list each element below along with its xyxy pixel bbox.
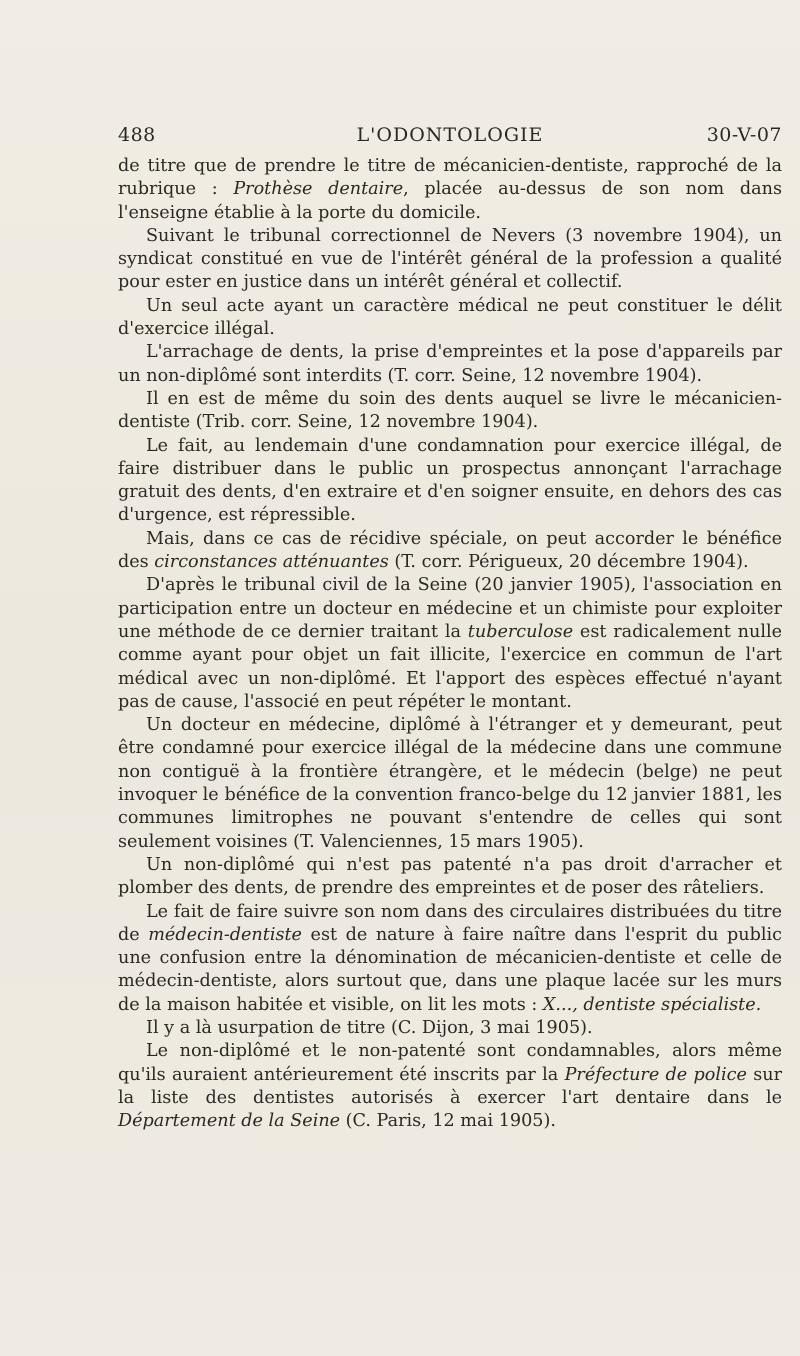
paragraph-text: (T. corr. Périgueux, 20 décembre 1904).	[388, 552, 749, 573]
paragraph	[118, 388, 782, 435]
page-number: 488	[118, 124, 156, 146]
italic-text: X..., dentiste spécialiste.	[542, 994, 762, 1015]
italic-text: Département de la Seine	[118, 1111, 341, 1132]
paragraph	[118, 295, 782, 342]
paragraph-text: Un docteur en médecine, diplômé à l'étranger et y demeurant, peut être condamné pour exercice illégal de la médecine dans une commune non contiguë à la frontière étrangère, et le médecin (belge) ne peut invoquer le bénéfice de la convention franco-belge du 12 janvier 1881, les communes limitrophes ne pouvant s'entendre de celles qui sont seulement voisines (T. Valenciennes, 15 mars 1905).	[118, 715, 782, 852]
paragraph-text: Il en est de même du soin des dents auquel se livre le mécanicien-dentiste (Trib. corr. Seine, 12 novembre 1904).	[118, 388, 782, 433]
paragraph	[118, 1017, 782, 1040]
italic-text: médecin-dentiste	[148, 924, 302, 945]
running-title: L'ODONTOLOGIE	[356, 124, 544, 146]
paragraph	[118, 854, 782, 901]
paragraph-text: de titre que de prendre le titre de mécanicien-dentiste, rapproché de la rubrique :	[118, 156, 782, 200]
italic-text: Prothèse dentaire	[233, 179, 404, 200]
italic-text: circonstances atténuantes	[154, 552, 389, 573]
page-header	[118, 124, 782, 150]
paragraph-text: Il y a là usurpation de titre (C. Dijon, 3 mai 1905).	[146, 1017, 593, 1038]
paragraph	[118, 155, 782, 225]
paragraph-text: Le non-diplômé et le non-patenté sont condamnables, alors même qu'ils auraient antérieurement été inscrits par la	[118, 1041, 782, 1085]
paragraph	[118, 574, 782, 714]
paragraph	[118, 225, 782, 295]
paragraph-text: D'après le tribunal civil de la Seine (20 janvier 1905), l'association en participation entre un docteur en médecine et un chimiste pour exploiter une méthode de ce dernier traitant la	[118, 575, 782, 642]
paragraph	[118, 1040, 782, 1133]
paragraph-text: est de nature à faire naître dans l'esprit du public une confusion entre la dénomination de mécanicien-dentiste et celle de médecin-dentiste, alors surtout que, dans une plaque lacée sur les murs de la maison habitée et visible, on lit les mots :	[118, 924, 782, 1015]
paragraph-text: Suivant le tribunal correctionnel de Nevers (3 novembre 1904), un syndicat constitué en vue de l'intérêt général de la profession a qualité pour ester en justice dans un intérêt général et collectif.	[118, 225, 782, 293]
paragraph-text: L'arrachage de dents, la prise d'empreintes et la pose d'appareils par un non-diplômé sont interdits (T. corr. Seine, 12 novembre 1904).	[118, 342, 782, 386]
issue-date: 30-V-07	[706, 124, 782, 146]
paragraph	[118, 714, 782, 854]
body-text	[118, 155, 782, 1133]
italic-text: tuberculose	[467, 621, 574, 642]
paragraph-text: est radicalement nulle comme ayant pour objet un fait illicite, l'exercice en commun de l'art médical avec un non-diplômé. Et l'apport des espèces effectué n'ayant pas de cause, l'associé en peut répéter le montant.	[118, 621, 782, 712]
paragraph-text: Un seul acte ayant un caractère médical ne peut constituer le délit d'exercice illégal.	[118, 295, 782, 340]
paragraph-text: Le fait, au lendemain d'une condamnation pour exercice illégal, de faire distribuer dans le public un prospectus annonçant l'arrachage gratuit des dents, d'en extraire et d'en soigner ensuite, en dehors des cas d'urgence, est répressible.	[118, 435, 782, 526]
paragraph	[118, 528, 782, 575]
paragraph-text: Mais, dans ce cas de récidive spéciale, on peut accorder le bénéfice des	[118, 528, 782, 573]
paragraph-text: (C. Paris, 12 mai 1905).	[340, 1111, 556, 1132]
italic-text: Préfecture de police	[564, 1064, 747, 1085]
paragraph	[118, 435, 782, 528]
paragraph	[118, 341, 782, 388]
paragraph-text: , placée au-dessus de son nom dans l'enseigne établie à la porte du domicile.	[118, 179, 782, 223]
paragraph-text: Un non-diplômé qui n'est pas patenté n'a pas droit d'arracher et plomber des dents, de prendre des empreintes et de poser des râteliers.	[118, 854, 782, 899]
paragraph-text: sur la liste des dentistes autorisés à exercer l'art dentaire dans le	[118, 1064, 782, 1108]
paragraph	[118, 901, 782, 1017]
paragraph-text: Le fait de faire suivre son nom dans des circulaires distribuées du titre de	[118, 901, 782, 945]
